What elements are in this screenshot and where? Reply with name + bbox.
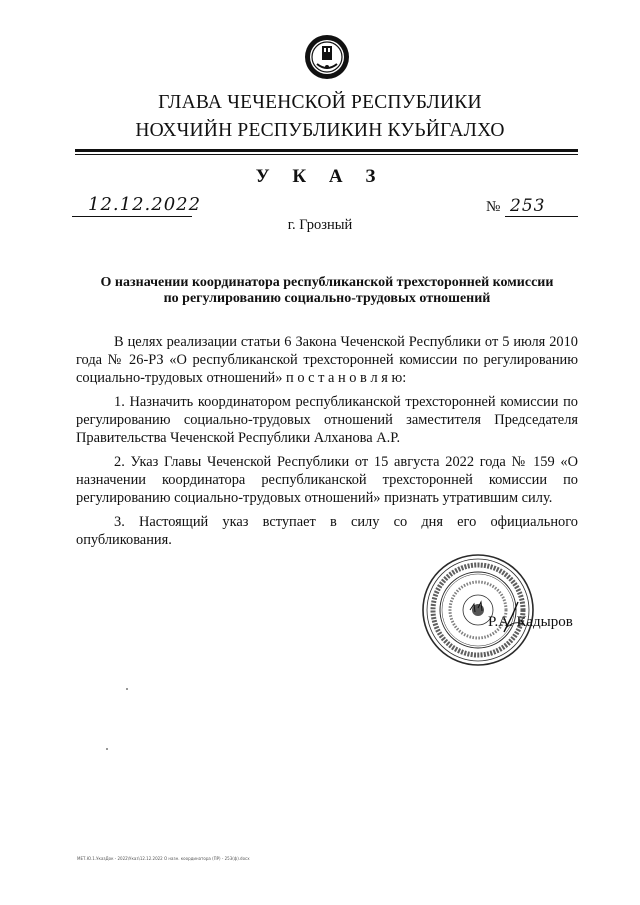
preamble-paragraph: В целях реализации статьи 6 Закона Чеченской Республики от 5 июля 2010 года № 26-РЗ «О республиканской трехсторонней комиссии по регулированию социально-трудовых отношений» п о с т а н о в л я ю:	[76, 334, 578, 386]
footer-file-path: МЕТ.Ю.1.УказДок - 2022\Указ\12.12.2022 О назн. координатора (ПР) - 253(ф).docx	[77, 856, 250, 861]
document-type: У К А З	[255, 166, 385, 187]
header-divider-thin	[75, 154, 578, 155]
document-date: 12.12.2022	[88, 194, 202, 215]
number-label: №	[486, 199, 501, 215]
header-line-russian: ГЛАВА ЧЕЧЕНСКОЙ РЕСПУБЛИКИ	[158, 92, 482, 113]
paragraph-1: 1. Назначить координатором республиканской трехсторонней комиссии по регулированию социально-трудовых отношений заместителя Председателя Правительства Чеченской Республики Алханова А.Р.	[76, 394, 578, 446]
scan-speck	[126, 688, 128, 690]
signatory-name: Р.А. Кадыров	[488, 614, 573, 630]
document-city: г. Грозный	[287, 217, 353, 233]
header-divider-thick	[75, 149, 578, 152]
paragraph-2: 2. Указ Главы Чеченской Республики от 15 августа 2022 года № 159 «О назначении координатора республиканской трехсторонней комиссии по регулированию социально-трудовых отношений» признать утратившим силу.	[76, 454, 578, 506]
document-title-line1: О назначении координатора республиканской трехсторонней комиссии	[100, 275, 554, 290]
scan-speck	[106, 748, 108, 750]
chechen-republic-emblem-icon	[304, 34, 350, 80]
paragraph-3: 3. Настоящий указ вступает в силу со дня его официального опубликования.	[76, 514, 578, 548]
document-title-line2: по регулированию социально-трудовых отношений	[163, 291, 491, 306]
document-number: 253	[510, 196, 546, 216]
header-line-chechen: НОХЧИЙН РЕСПУБЛИКИН КУЬЙГАЛХО	[135, 120, 505, 141]
